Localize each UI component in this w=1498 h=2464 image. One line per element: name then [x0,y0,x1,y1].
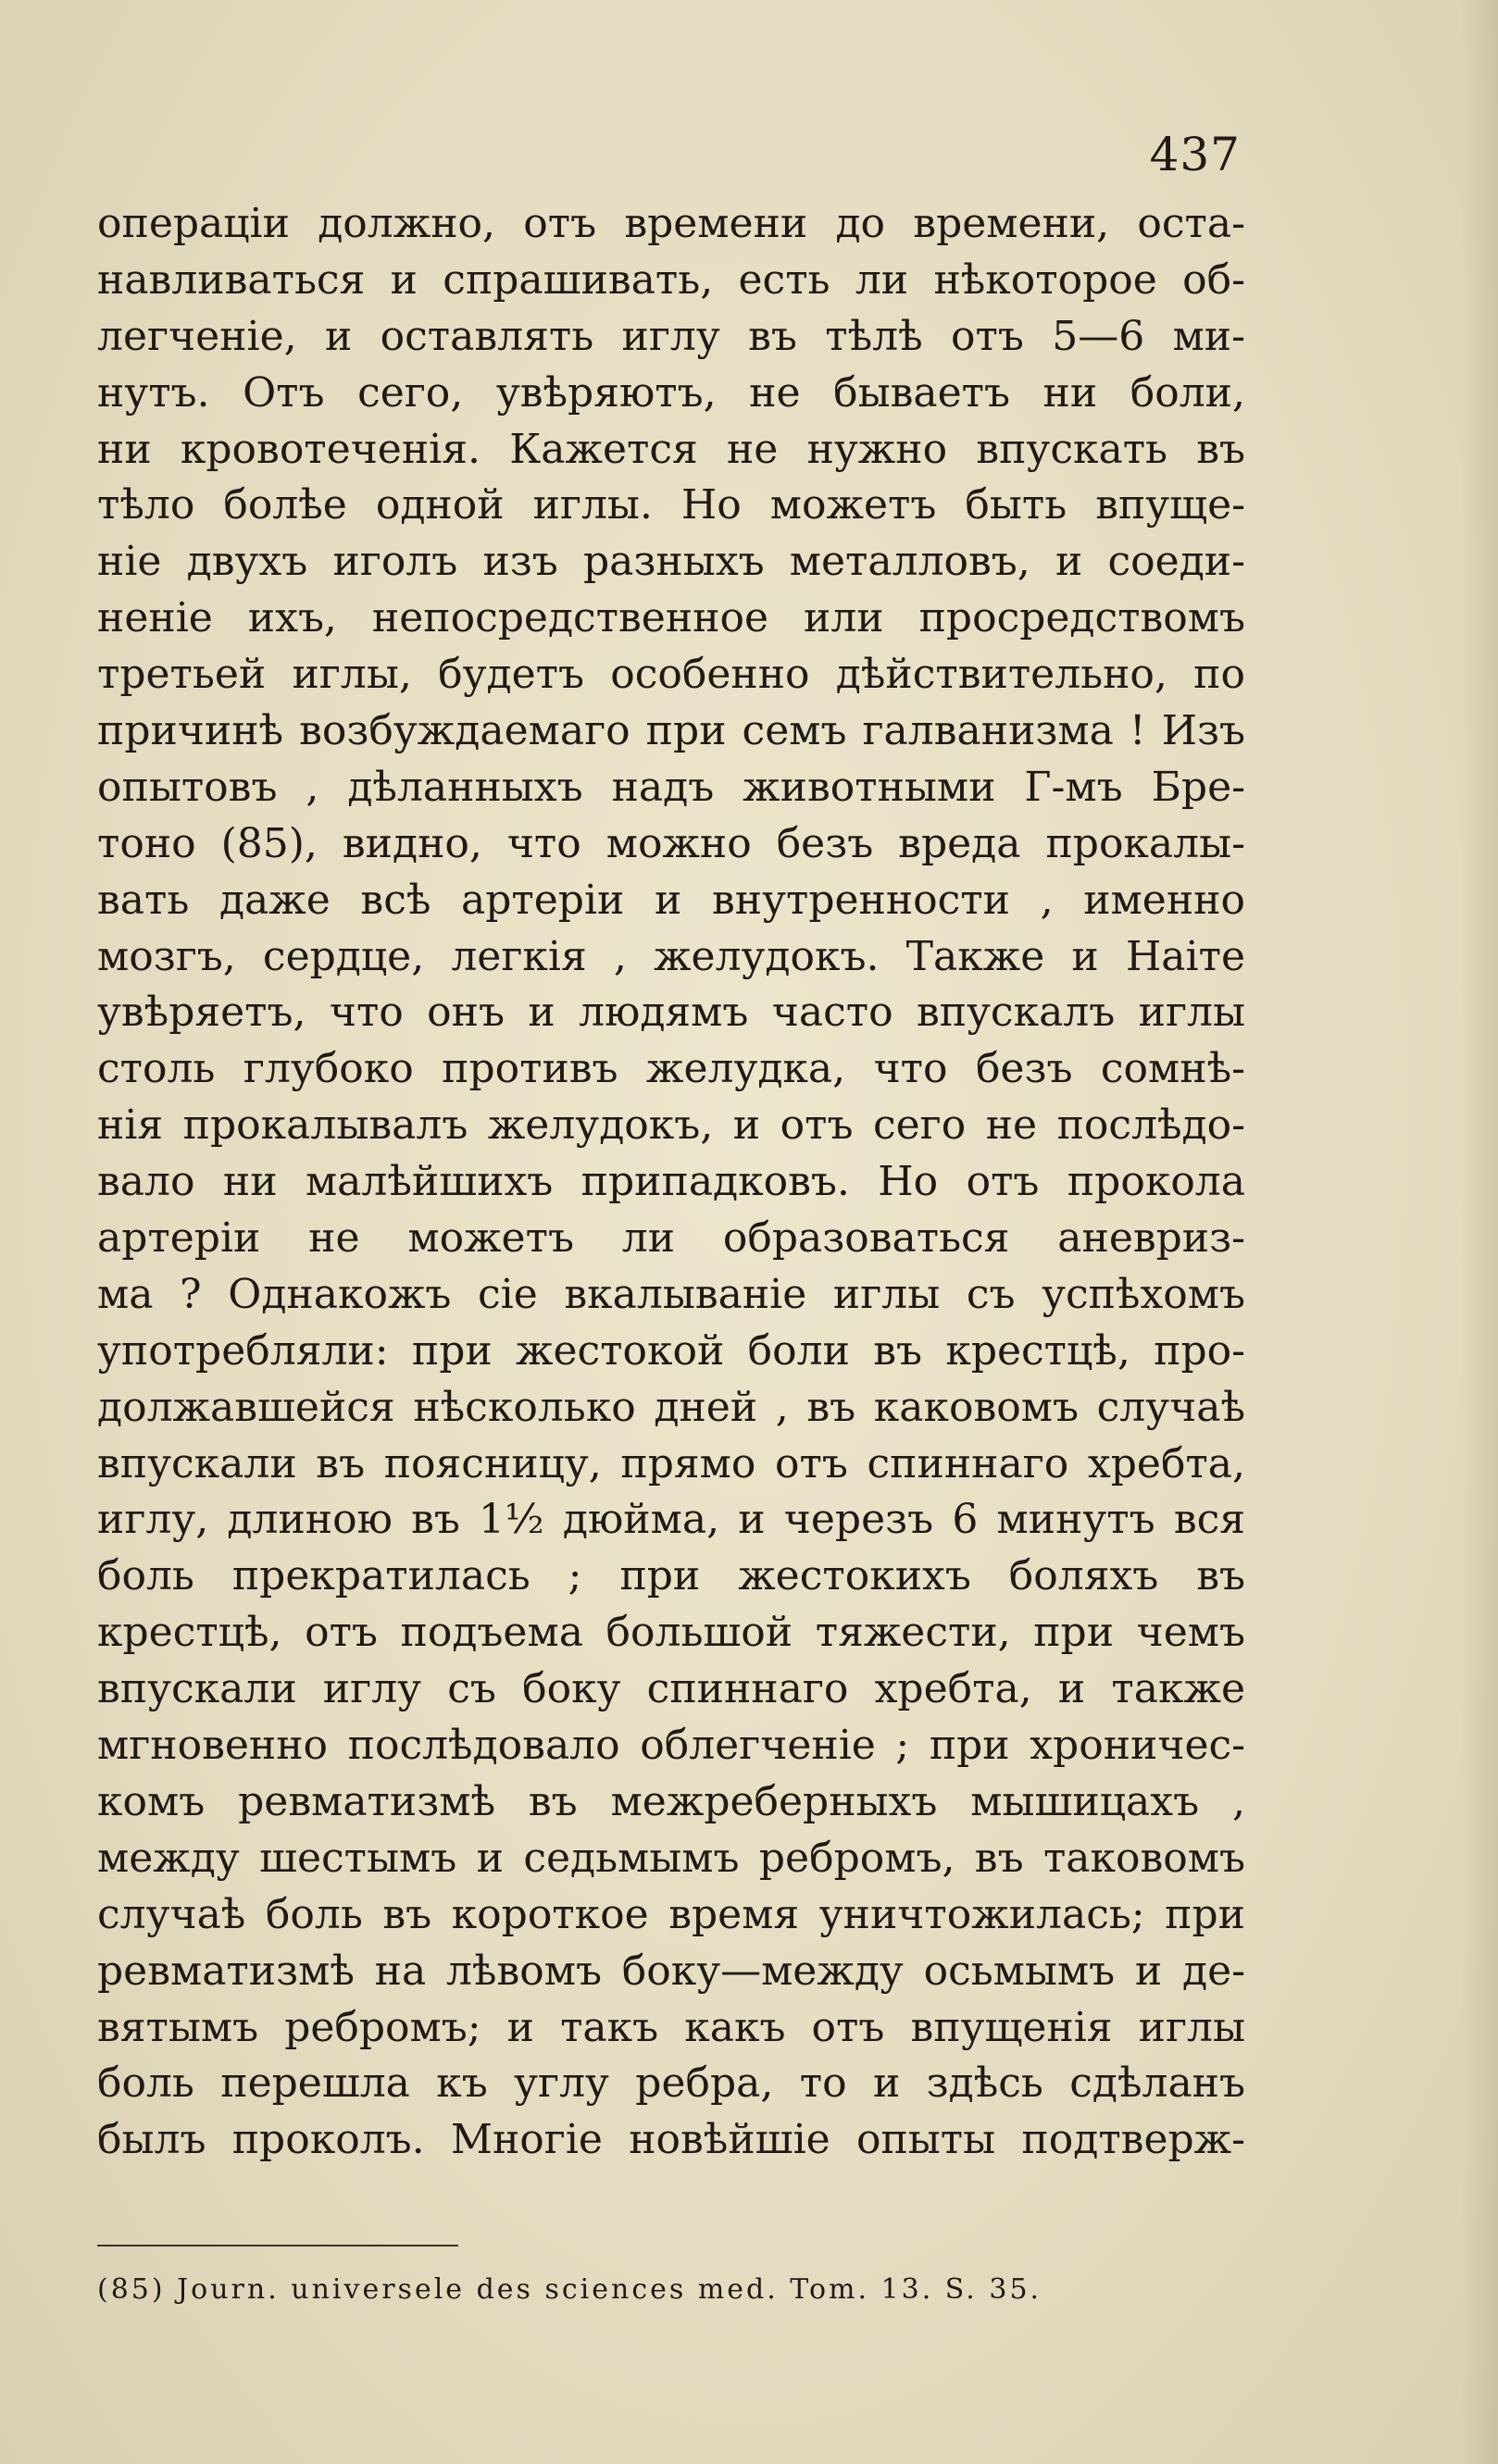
text-line: впускали въ поясницу, прямо отъ спиннаго хребта, [97,1439,1245,1487]
text-line: боль прекратилась ; при жестокихъ боляхъ въ [97,1552,1245,1600]
text-line: между шестымъ и седьмымъ ребромъ, въ таковомъ [97,1834,1245,1882]
page-number: 437 [1149,128,1241,181]
text-line: навливаться и спрашивать, есть ли нѣкоторое об- [97,255,1245,304]
text-line: нія прокалывалъ желудокъ, и отъ сего не послѣдо- [97,1101,1245,1150]
text-line: крестцѣ, отъ подъема большой тяжести, при чемъ [97,1609,1245,1657]
text-line: причинѣ возбуждаемаго при семъ галванизма ! Изъ [97,707,1245,755]
footnote: (85) Journ. universele des sciences med. Tom. 13. S. 35. [97,2273,1042,2306]
text-line: мгновенно послѣдовало облегченіе ; при хроничес- [97,1722,1245,1770]
text-line: легченіе, и оставлять иглу въ тѣлѣ отъ 5—6 ми- [97,312,1245,360]
text-line: случаѣ боль въ короткое время уничтожилась; при [97,1890,1245,1938]
text-line: должавшейся нѣсколько дней , въ каковомъ случаѣ [97,1383,1245,1431]
text-line: былъ проколъ. Многіе новѣйшіе опыты подтверж- [97,2116,1245,2164]
footnote-rule [97,2245,458,2246]
text-line: тоно (85), видно, что можно безъ вреда прокалы- [97,819,1245,867]
text-line: впускали иглу съ боку спиннаго хребта, и также [97,1665,1245,1713]
text-line: тѣло болѣе одной иглы. Но можетъ быть впуще- [97,481,1245,529]
text-line: третьей иглы, будетъ особенно дѣйствительно, по [97,651,1245,699]
text-line: вало ни малѣйшихъ припадковъ. Но отъ прокола [97,1158,1245,1206]
text-line: ревматизмѣ на лѣвомъ боку—между осьмымъ и де- [97,1947,1245,1995]
page-edge-shadow [1461,0,1498,2464]
text-line: вать даже всѣ артеріи и внутренности , именно [97,876,1245,924]
body-text [97,196,1245,2169]
text-line: мозгъ, сердце, легкія , желудокъ. Также и Наіте [97,932,1245,980]
text-line: иглу, длиною въ 1½ дюйма, и черезъ 6 минутъ вся [97,1496,1245,1544]
text-line: ни кровотеченія. Кажется не нужно впускать въ [97,425,1245,473]
text-line: увѣряетъ, что онъ и людямъ часто впускалъ иглы [97,989,1245,1037]
text-line: нутъ. Отъ сего, увѣряютъ, не бываетъ ни боли, [97,368,1245,417]
text-line: операціи должно, отъ времени до времени, оста- [97,200,1245,247]
text-line: неніе ихъ, непосредственное или просредствомъ [97,594,1245,642]
text-line: вятымъ ребромъ; и такъ какъ отъ впущенія иглы [97,2003,1245,2051]
text-line: артеріи не можетъ ли образоваться аневриз- [97,1214,1245,1263]
text-line: комъ ревматизмѣ въ межреберныхъ мышицахъ , [97,1777,1245,1825]
text-line: опытовъ , дѣланныхъ надъ животными Г-мъ Бре- [97,763,1245,811]
text-line: употребляли: при жестокой боли въ крестцѣ, про- [97,1326,1245,1375]
text-line: боль перешла къ углу ребра, то и здѣсь сдѣланъ [97,2060,1245,2108]
text-line: столь глубоко противъ желудка, что безъ сомнѣ- [97,1045,1245,1093]
text-line: ма ? Однакожъ сіе вкалываніе иглы съ успѣхомъ [97,1270,1245,1318]
text-line: ніе двухъ иголъ изъ разныхъ металловъ, и соеди- [97,538,1245,586]
